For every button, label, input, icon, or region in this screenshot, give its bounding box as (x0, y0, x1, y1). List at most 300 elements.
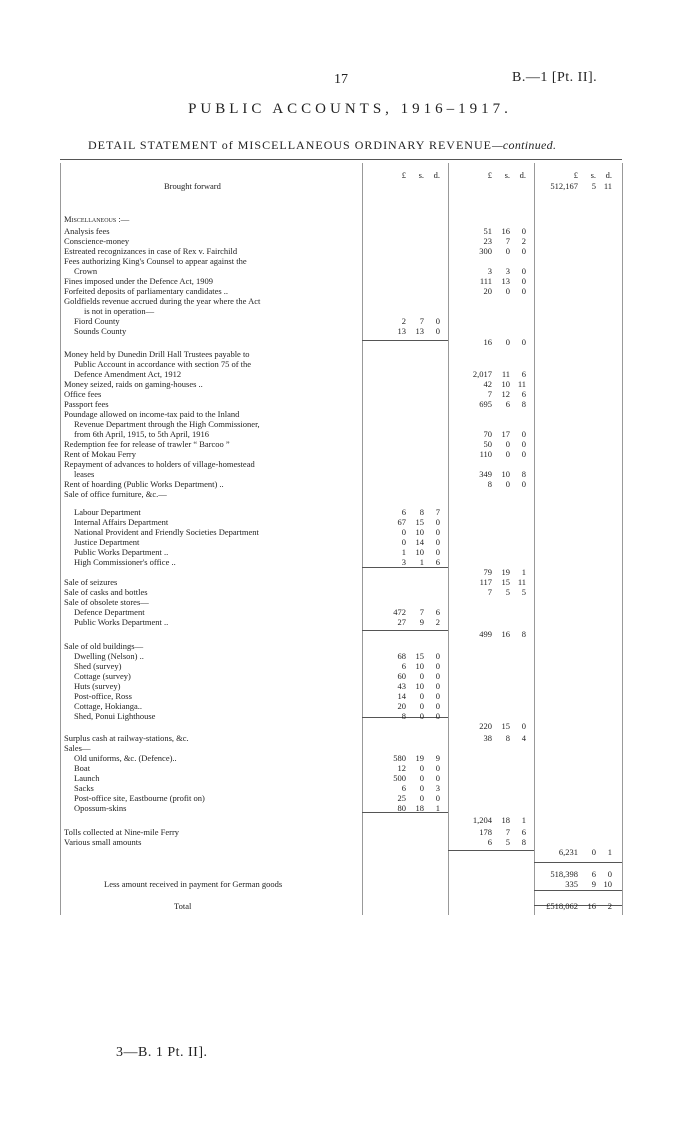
amount-pence: 0 (521, 226, 526, 236)
amount-pence: 0 (435, 763, 440, 773)
amount-pence: 0 (435, 326, 440, 336)
table-row (64, 641, 354, 651)
amount-c2 (452, 567, 526, 577)
column-divider-1 (362, 163, 363, 915)
table-row (64, 419, 354, 429)
amount-pence: 0 (521, 337, 526, 347)
table-row (64, 399, 354, 409)
amount-pence: 0 (435, 701, 440, 711)
amount-c2 (452, 469, 526, 479)
amount-c2 (452, 837, 526, 847)
row-label: Public Works Department .. (74, 617, 169, 627)
row-label: Tolls collected at Nine-mile Ferry (64, 827, 180, 837)
amount-pence: 8 (521, 629, 526, 639)
amount-pounds: 67 (397, 517, 406, 527)
table-row (64, 479, 354, 489)
amount-c1 (366, 763, 440, 773)
row-label: Various small amounts (64, 837, 142, 847)
row-label: Old uniforms, &c. (Defence).. (74, 753, 177, 763)
amount-c2 (452, 389, 526, 399)
amount-c1 (366, 316, 440, 326)
amount-pence: 2 (607, 901, 612, 911)
amount-pounds: 12 (397, 763, 406, 773)
row-label: Analysis fees (64, 226, 110, 236)
amount-shillings: 16 (587, 901, 596, 911)
amount-shillings: 8 (505, 733, 510, 743)
pence-header: d. (433, 170, 440, 180)
amount-pounds: 6 (401, 783, 406, 793)
amount-shillings: 0 (419, 691, 424, 701)
table-row (64, 306, 354, 316)
row-label: Money held by Dunedin Drill Hall Trustees payable to (64, 349, 250, 359)
table-row (64, 567, 354, 577)
amount-pence: 0 (521, 286, 526, 296)
amount-shillings: 5 (505, 587, 510, 597)
table-row (64, 369, 354, 379)
amount-shillings: 0 (419, 711, 424, 721)
amount-c2 (452, 429, 526, 439)
amount-pence: 0 (521, 266, 526, 276)
page-footer: 3—B. 1 Pt. II]. (116, 1045, 208, 1060)
row-label: Post-office site, Eastbourne (profit on) (74, 793, 205, 803)
amount-shillings: 10 (501, 469, 510, 479)
page-title: PUBLIC ACCOUNTS, 1916–1917. (188, 101, 512, 117)
amount-c1 (366, 507, 440, 517)
amount-pence: 0 (435, 681, 440, 691)
amount-shillings: 18 (415, 803, 424, 813)
amount-pounds: 695 (479, 399, 492, 409)
amount-c1 (366, 527, 440, 537)
table-row (64, 587, 354, 597)
table-row (64, 847, 354, 857)
column-divider-3 (534, 163, 535, 915)
row-label: Shed, Ponui Lighthouse (74, 711, 156, 721)
amount-shillings: 15 (415, 517, 424, 527)
amount-shillings: 7 (419, 316, 424, 326)
row-label: Conscience-money (64, 236, 130, 246)
table-row (64, 527, 354, 537)
table-row (64, 783, 354, 793)
subtotal-rule (362, 567, 448, 568)
row-label: Labour Department (74, 507, 141, 517)
amount-pounds: 2,017 (472, 369, 492, 379)
amount-shillings: 0 (505, 246, 510, 256)
table-top-rule (60, 159, 622, 160)
row-label: Defence Department (74, 607, 145, 617)
amount-c2 (452, 226, 526, 236)
amount-shillings: 9 (419, 617, 424, 627)
amount-pounds: 0 (401, 527, 406, 537)
amount-shillings: 5 (591, 181, 596, 191)
amount-pounds: 1,204 (472, 815, 492, 825)
row-label: Poundage allowed on income-tax paid to the Inland (64, 409, 240, 419)
amount-pounds: 512,167 (550, 181, 578, 191)
table-row (64, 803, 354, 813)
amount-pence: 0 (521, 276, 526, 286)
amount-c1 (366, 651, 440, 661)
amount-pounds: 7 (487, 389, 492, 399)
amount-pounds: 220 (479, 721, 492, 731)
amount-c1 (366, 661, 440, 671)
row-label: Boat (74, 763, 91, 773)
amount-pounds: 6 (487, 837, 492, 847)
amount-shillings: 0 (505, 439, 510, 449)
amount-c2 (452, 815, 526, 825)
row-label: Shed (survey) (74, 661, 122, 671)
row-label: Opossum-skins (74, 803, 127, 813)
amount-pence: 0 (521, 721, 526, 731)
table-row (64, 733, 354, 743)
amount-shillings: 6 (591, 869, 596, 879)
col2-header (452, 170, 526, 180)
amount-c3 (538, 847, 612, 857)
amount-pounds: 110 (479, 449, 492, 459)
amount-pence: 4 (521, 733, 526, 743)
amount-c1 (366, 691, 440, 701)
amount-c3 (538, 869, 612, 879)
amount-shillings: 13 (415, 326, 424, 336)
table-row (64, 359, 354, 369)
amount-pounds: 16 (483, 337, 492, 347)
col3-header (538, 170, 612, 180)
table-row (64, 489, 354, 499)
row-label: from 6th April, 1915, to 5th April, 1916 (74, 429, 210, 439)
amount-pence: 1 (521, 567, 526, 577)
amount-pence: 11 (603, 181, 612, 191)
row-label: Sounds County (74, 326, 127, 336)
amount-c1 (366, 671, 440, 681)
amount-pounds: 60 (397, 671, 406, 681)
table-row (64, 409, 354, 419)
pounds-header: £ (487, 170, 492, 180)
table-row (64, 337, 354, 347)
amount-pounds: 42 (483, 379, 492, 389)
amount-pounds: 25 (397, 793, 406, 803)
amount-pounds: 349 (479, 469, 492, 479)
amount-shillings: 10 (415, 527, 424, 537)
amount-shillings: 11 (501, 369, 510, 379)
row-label: Fiord County (74, 316, 120, 326)
amount-pounds: 20 (483, 286, 492, 296)
row-label: Launch (74, 773, 100, 783)
row-label: Rent of Mokau Ferry (64, 449, 137, 459)
row-label: Total (174, 901, 192, 911)
amount-pence: 0 (521, 429, 526, 439)
table-row (64, 246, 354, 256)
amount-shillings: 0 (419, 763, 424, 773)
amount-pence: 0 (435, 517, 440, 527)
table-row (64, 439, 354, 449)
amount-shillings: 0 (505, 337, 510, 347)
row-label: Goldfields revenue accrued during the year where the Act (64, 296, 261, 306)
table-row (64, 607, 354, 617)
table-row (64, 743, 354, 753)
amount-c1 (366, 793, 440, 803)
table-row (64, 236, 354, 246)
amount-pence: 0 (521, 479, 526, 489)
amount-shillings: 0 (505, 449, 510, 459)
amount-shillings: 0 (505, 479, 510, 489)
amount-pence: 6 (521, 369, 526, 379)
amount-pence: 10 (603, 879, 612, 889)
amount-shillings: 7 (505, 827, 510, 837)
row-label: Office fees (64, 389, 102, 399)
subtotal-rule (448, 850, 534, 851)
amount-c2 (452, 236, 526, 246)
row-label: Fees authorizing King's Counsel to appear against the (64, 256, 247, 266)
table-row (64, 721, 354, 731)
amount-c2 (452, 449, 526, 459)
amount-pence: 0 (435, 547, 440, 557)
amount-shillings: 1 (419, 557, 424, 567)
row-label: Sale of old buildings— (64, 641, 144, 651)
row-label: Sale of casks and bottles (64, 587, 148, 597)
table-row (64, 617, 354, 627)
table-row (64, 296, 354, 306)
table-row (64, 226, 354, 236)
table-row (64, 773, 354, 783)
amount-c3 (538, 879, 612, 889)
amount-shillings: 0 (419, 773, 424, 783)
amount-pounds: 80 (397, 803, 406, 813)
amount-pence: 2 (435, 617, 440, 627)
row-label: Defence Amendment Act, 1912 (74, 369, 182, 379)
subtitle-text: DETAIL STATEMENT of MISCELLANEOUS ORDINARY REVENUE (88, 138, 492, 152)
table-row (64, 379, 354, 389)
amount-pence: 0 (521, 246, 526, 256)
table-row (64, 815, 354, 825)
row-label: Redemption fee for release of trawler “ Barcoo ” (64, 439, 230, 449)
table-row (64, 793, 354, 803)
table-row (64, 286, 354, 296)
subtotal-rule (362, 630, 448, 631)
table-row (64, 651, 354, 661)
amount-pounds: 2 (401, 316, 406, 326)
amount-shillings: 7 (419, 607, 424, 617)
amount-pence: 8 (521, 399, 526, 409)
amount-pounds: 43 (397, 681, 406, 691)
row-label: Justice Department (74, 537, 140, 547)
amount-pence: 0 (521, 449, 526, 459)
amount-pence: 5 (521, 587, 526, 597)
amount-pence: 0 (435, 661, 440, 671)
amount-pounds: 335 (565, 879, 578, 889)
amount-pounds: 6 (401, 661, 406, 671)
row-label: Sale of office furniture, &c.— (64, 489, 167, 499)
amount-pence: 8 (521, 469, 526, 479)
table-row (64, 753, 354, 763)
row-label: Rent of hoarding (Public Works Department) .. (64, 479, 224, 489)
amount-pence: 11 (517, 577, 526, 587)
amount-c2 (452, 827, 526, 837)
amount-c2 (452, 577, 526, 587)
amount-c1 (366, 773, 440, 783)
amount-pounds: 111 (479, 276, 492, 286)
amount-pounds: 38 (483, 733, 492, 743)
table-row (64, 597, 354, 607)
amount-c1 (366, 326, 440, 336)
amount-pence: 0 (435, 773, 440, 783)
page-number: 17 (334, 72, 348, 87)
amount-shillings: 15 (415, 651, 424, 661)
table-row (64, 701, 354, 711)
amount-shillings: 10 (415, 547, 424, 557)
amount-c2 (452, 369, 526, 379)
pounds-header: £ (401, 170, 406, 180)
row-label: Public Works Department .. (74, 547, 169, 557)
row-label: Money seized, raids on gaming-houses .. (64, 379, 203, 389)
amount-pence: 2 (521, 236, 526, 246)
row-label: Fines imposed under the Defence Act, 1909 (64, 276, 213, 286)
table-row (64, 316, 354, 326)
amount-pounds: 6,231 (558, 847, 578, 857)
table-row (64, 869, 354, 879)
table-row (64, 547, 354, 557)
row-label: leases (74, 469, 95, 479)
amount-pence: 6 (521, 827, 526, 837)
column-divider-2 (448, 163, 449, 915)
amount-pence: 6 (435, 607, 440, 617)
pence-header: d. (605, 170, 612, 180)
row-label: Internal Affairs Department (74, 517, 169, 527)
amount-pounds: 6 (401, 507, 406, 517)
amount-shillings: 12 (501, 389, 510, 399)
table-row (64, 557, 354, 567)
amount-pounds: 499 (479, 629, 492, 639)
amount-c1 (366, 783, 440, 793)
amount-pounds: 50 (483, 439, 492, 449)
amount-pounds: 68 (397, 651, 406, 661)
table-row (64, 671, 354, 681)
row-label: Public Account in accordance with section 75 of the (74, 359, 252, 369)
amount-pence: 9 (435, 753, 440, 763)
row-label: Forfeited deposits of parliamentary candidates .. (64, 286, 229, 296)
amount-c1 (366, 547, 440, 557)
amount-c2 (452, 587, 526, 597)
row-label: Sales— (64, 743, 91, 753)
table-row (64, 469, 354, 479)
amount-shillings: 0 (505, 286, 510, 296)
shillings-header: s. (418, 170, 424, 180)
table-row (64, 763, 354, 773)
subtotal-rule (534, 862, 622, 863)
table-row (64, 711, 354, 721)
pounds-header: £ (573, 170, 578, 180)
amount-pounds: 7 (487, 587, 492, 597)
amount-shillings: 5 (505, 837, 510, 847)
amount-shillings: 7 (505, 236, 510, 246)
amount-shillings: 15 (501, 577, 510, 587)
shillings-header: s. (504, 170, 510, 180)
table-row (64, 266, 354, 276)
amount-pounds: 13 (397, 326, 406, 336)
row-label: Cottage (survey) (74, 671, 131, 681)
row-label: High Commissioner's office .. (74, 557, 176, 567)
amount-c1 (366, 701, 440, 711)
statement-subtitle (88, 138, 556, 153)
amount-pounds: 27 (397, 617, 406, 627)
amount-shillings: 14 (415, 537, 424, 547)
amount-c1 (366, 753, 440, 763)
brought-forward-amount (538, 181, 612, 191)
amount-c1 (366, 711, 440, 721)
amount-shillings: 3 (505, 266, 510, 276)
amount-c3 (538, 901, 612, 911)
amount-shillings: 17 (501, 429, 510, 439)
shillings-header: s. (590, 170, 596, 180)
amount-pence: 0 (435, 651, 440, 661)
row-label: Passport fees (64, 399, 109, 409)
amount-pence: 0 (435, 671, 440, 681)
subtotal-rule (534, 890, 622, 891)
amount-c1 (366, 517, 440, 527)
amount-shillings: 18 (501, 815, 510, 825)
table-row (64, 429, 354, 439)
amount-pounds: 117 (479, 577, 492, 587)
row-label: Estreated recognizances in case of Rex v. Fairchild (64, 246, 238, 256)
amount-pence: 0 (435, 793, 440, 803)
amount-c1 (366, 681, 440, 691)
amount-pounds: 20 (397, 701, 406, 711)
amount-pence: 6 (521, 389, 526, 399)
amount-shillings: 0 (419, 783, 424, 793)
amount-pence: 0 (435, 316, 440, 326)
table-row (64, 901, 354, 911)
amount-c1 (366, 617, 440, 627)
section-heading: Miscellaneous :— (64, 214, 130, 224)
amount-pounds: 51 (483, 226, 492, 236)
amount-pounds: 178 (479, 827, 492, 837)
table-row (64, 629, 354, 639)
amount-pounds: 14 (397, 691, 406, 701)
row-label: Huts (survey) (74, 681, 121, 691)
amount-c2 (452, 379, 526, 389)
amount-shillings: 0 (419, 701, 424, 711)
table-row (64, 577, 354, 587)
amount-shillings: 19 (501, 567, 510, 577)
amount-pounds: 70 (483, 429, 492, 439)
table-border-left (60, 163, 61, 915)
table-row (64, 537, 354, 547)
table-row (64, 389, 354, 399)
amount-pence: 1 (521, 815, 526, 825)
amount-pence: 0 (435, 537, 440, 547)
amount-shillings: 6 (505, 399, 510, 409)
amount-pounds: £518,062 (546, 901, 578, 911)
subtitle-continued: —continued. (491, 138, 557, 152)
row-label: Sale of obsolete stores— (64, 597, 149, 607)
table-row (64, 879, 354, 889)
row-label: Surplus cash at railway-stations, &c. (64, 733, 189, 743)
col1-header (366, 170, 440, 180)
amount-shillings: 0 (591, 847, 596, 857)
amount-pounds: 8 (487, 479, 492, 489)
amount-pence: 1 (435, 803, 440, 813)
row-label: is not in operation— (84, 306, 155, 316)
amount-c1 (366, 803, 440, 813)
table-row (64, 691, 354, 701)
amount-pounds: 79 (483, 567, 492, 577)
amount-c2 (452, 246, 526, 256)
document-reference: B.—1 [Pt. II]. (512, 70, 598, 85)
amount-pounds: 500 (393, 773, 406, 783)
amount-c2 (452, 337, 526, 347)
amount-pence: 1 (607, 847, 612, 857)
amount-shillings: 10 (415, 661, 424, 671)
brought-forward-label: Brought forward (164, 181, 221, 191)
amount-c2 (452, 439, 526, 449)
amount-pence: 0 (521, 439, 526, 449)
